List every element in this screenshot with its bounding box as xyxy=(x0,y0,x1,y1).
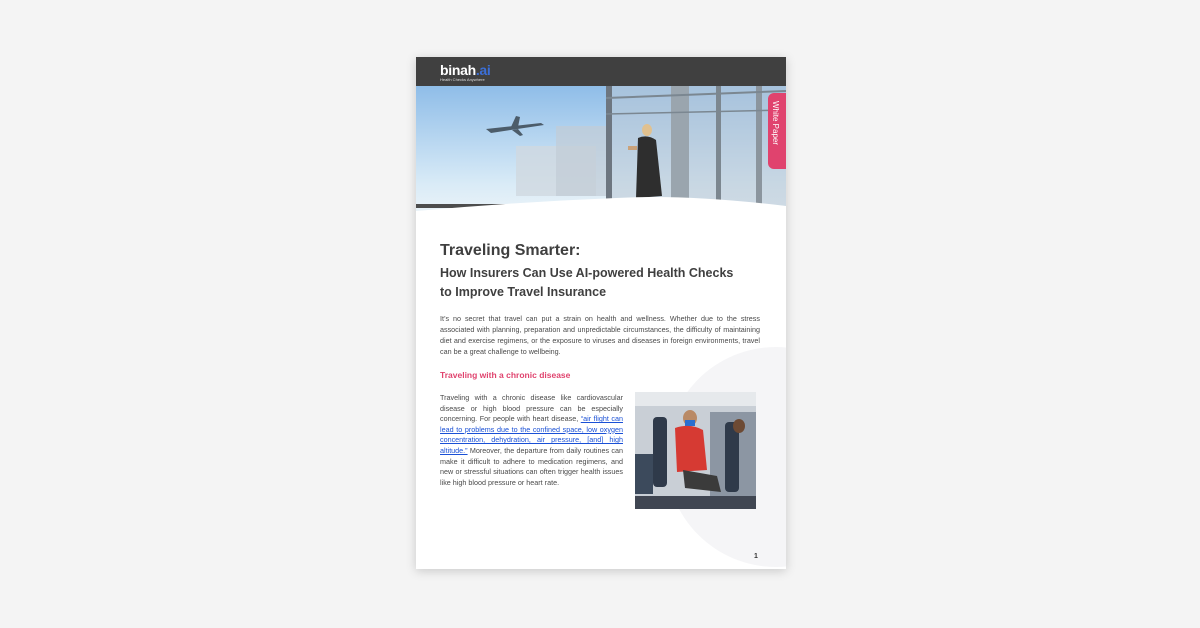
source-link[interactable]: “air flight can lead to problems due to the confined space, low oxygen concentration, dehydration, air pressure, [and] high altitude.” xyxy=(440,414,623,455)
header-bar xyxy=(416,57,786,86)
page-number: 1 xyxy=(754,553,758,560)
document-title: Traveling Smarter: xyxy=(440,242,581,259)
binah-logo: binah.ai xyxy=(440,62,491,78)
white-paper-page xyxy=(416,57,786,569)
body-paragraph: Traveling with a chronic disease like cardiovascular disease or high blood pressure can be especially concerning. For people with heart disease, “air flight can lead to problems due to the confined space, low oxygen concentration, dehydration, air pressure, [and] high altitude.” Moreover, the departure from daily routines can make it difficult to adhere to medication regimens, and new or stressful situations can often trigger health issues like high blood pressure or heart rate. xyxy=(440,393,623,487)
logo-tagline: Health Checks Anywhere xyxy=(440,77,485,82)
intro-paragraph: It’s no secret that travel can put a strain on health and wellness. Whether due to the stress associated with planning, preparation and unpredictable circumstances, the difficulty of maintaining diet and exercise regimens, or the exposure to viruses and diseases in foreign environments, travel can be a great challenge to wellbeing. xyxy=(440,314,760,356)
document-subtitle: How Insurers Can Use AI-powered Health Checks to Improve Travel Insurance xyxy=(440,266,734,299)
hero-airport-image xyxy=(416,86,786,226)
white-paper-ribbon: White Paper xyxy=(768,93,786,169)
section-heading: Traveling with a chronic disease xyxy=(440,370,571,380)
airplane-cabin-photo xyxy=(635,392,756,509)
